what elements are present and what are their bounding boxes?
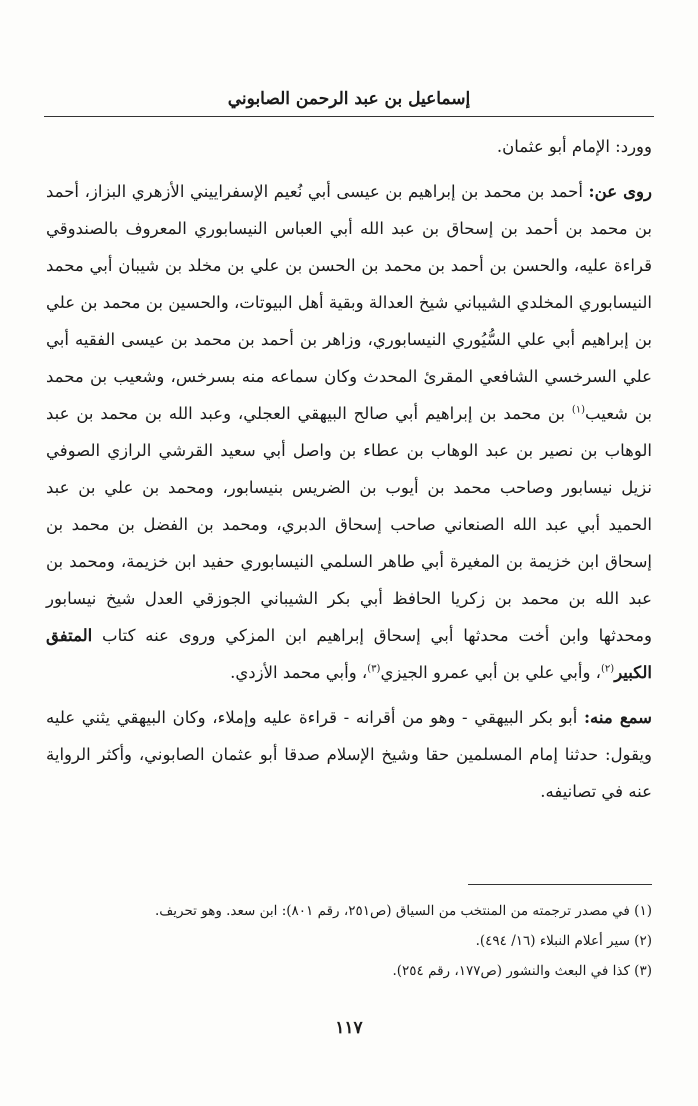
page-number: ١١٧ [335, 1018, 363, 1038]
text-segment: أحمد بن محمد بن إبراهيم بن عيسى أبي نُعيم الإسفراييني الأزهري البزاز، أحمد بن محمد بن أحمد بن إسحاق بن عبد الله أبي العباس النيسابوري المعروف بالصندوقي قراءة عليه، والحسن بن أحمد بن محمد بن الحسن بن علي بن مخلد بن شيبان أبي محمد النيسابوري المخلدي الشيباني شيخ العدالة وبقية أهل البيوتات، والحسين بن محمد بن علي بن إبراهيم أبي علي السُّيُوري النيسابوري، وزاهر بن أحمد بن محمد بن عيسى الفقيه أبي علي السرخسي الشافعي المقرئ المحدث وكان سماعه منه بسرخس، وشعيب بن محمد بن شعيب [46, 182, 652, 423]
text-segment: ، وأبي محمد الأزدي. [230, 663, 368, 682]
text-segment: ، وأبي علي بن أبي عمرو الجيزي [380, 663, 602, 682]
footnote-1: (١) في مصدر ترجمته من المنتخب من السياق (ص٢٥١، رقم ٨٠١): ابن سعد. وهو تحريف. [155, 903, 652, 919]
footnote-divider [468, 884, 652, 885]
section-label-heard-from: سمع منه: [583, 708, 652, 727]
main-text [46, 128, 652, 810]
text-segment: أبو بكر البيهقي - وهو من أقرانه - قراءة عليه وإملاء، وكان البيهقي يثني عليه ويقول: حدثنا إمام المسلمين حقا وشيخ الإسلام صدقا أبو عثمان الصابوني، وأكثر الرواية عنه في تصانيفه. [46, 708, 652, 801]
running-header: إسماعيل بن عبد الرحمن الصابوني [44, 82, 654, 117]
footnote-2: (٢) سير أعلام النبلاء (١٦/ ٤٩٤). [475, 933, 652, 949]
paragraph-heard-from [46, 699, 652, 810]
footnotes [46, 896, 652, 986]
footnote-ref-1: (١) [571, 404, 586, 416]
footnote-ref-2: (٢) [601, 663, 615, 675]
paragraph-narrated-from [46, 173, 652, 691]
paragraph-intro: وورد: الإمام أبو عثمان. [496, 137, 652, 156]
footnote-3: (٣) كذا في البعث والنشور (ص١٧٧، رقم ٢٥٤). [392, 963, 652, 979]
text-segment: بن محمد بن إبراهيم أبي صالح البيهقي العجلي، وعبد الله بن محمد بن عبد الوهاب بن نصير بن عبد الوهاب بن عطاء بن واصل أبي سعيد القرشي الرازي الصوفي نزيل نيسابور وصاحب محمد بن أيوب بن الضريس بنيسابور، ومحمد بن علي بن عبد الحميد أبي عبد الله الصنعاني صاحب إسحاق الدبري، ومحمد بن الفضل بن محمد بن إسحاق ابن خزيمة بن المغيرة أبي طاهر السلمي النيسابوري حفيد ابن خزيمة، ومحمد بن عبد الله بن محمد بن زكريا الحافظ أبي بكر الشيباني الجوزقي العدل شيخ نيسابور ومحدثها وابن أخت محدثها أبي إسحاق إبراهيم ابن المزكي وروى عنه كتاب [46, 404, 652, 645]
section-label-narrated-from: روى عن: [588, 182, 652, 201]
footnote-ref-3: (٣) [367, 663, 381, 675]
book-title: المتفق الكبير [46, 626, 652, 682]
